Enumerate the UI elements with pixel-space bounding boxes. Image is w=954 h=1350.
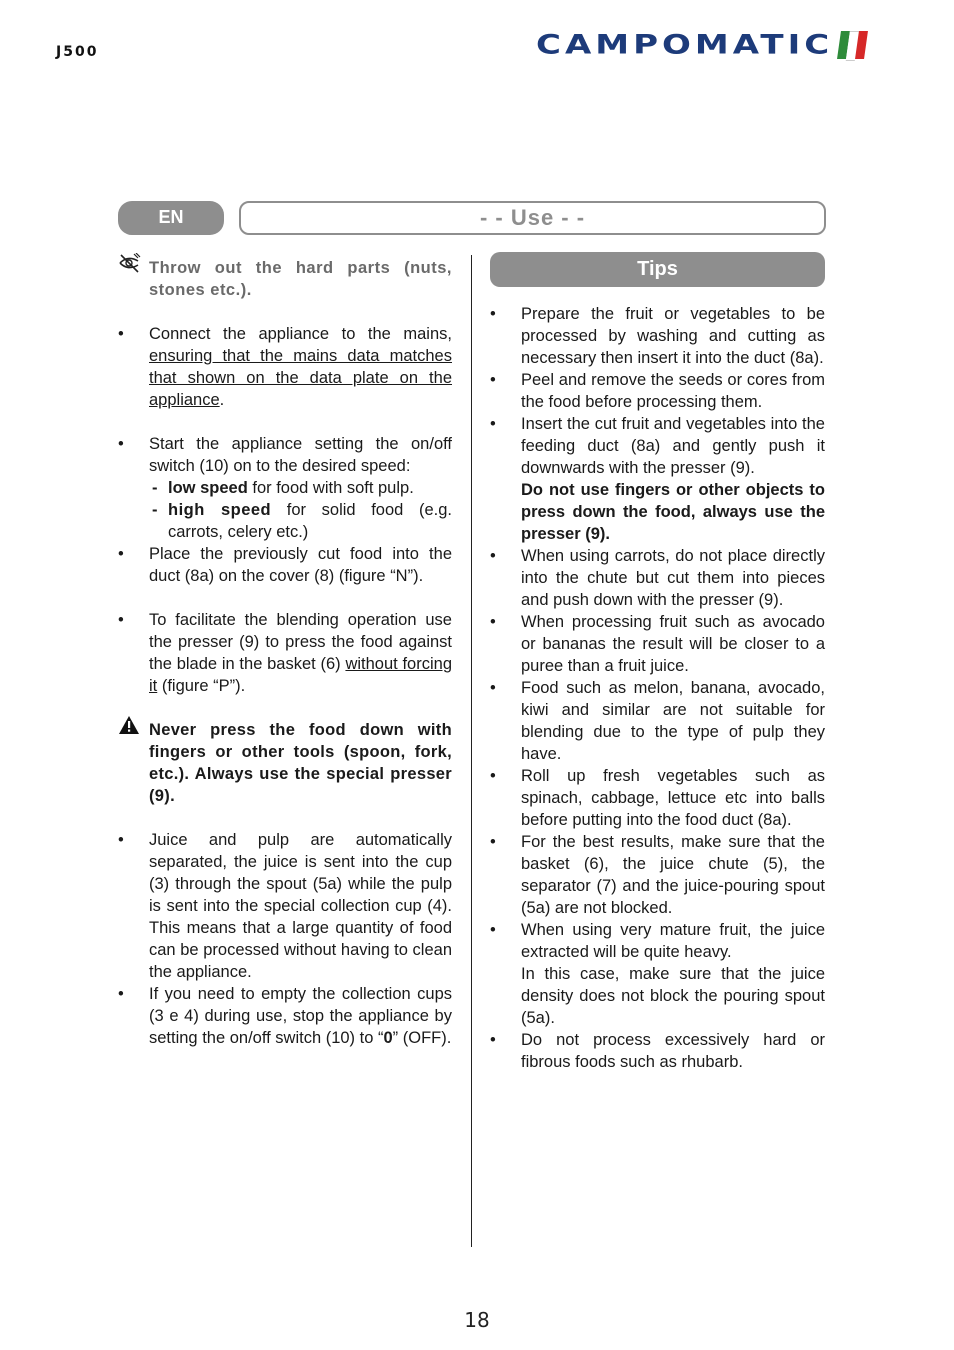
bullet-icon: • xyxy=(490,415,496,433)
bullet-icon: • xyxy=(118,611,124,629)
bullet-icon: • xyxy=(490,921,496,939)
section-title: - - Use - - xyxy=(239,201,826,235)
underlined-text: ensuring that the mains data matches that shown on the data plate on the appliance xyxy=(149,347,452,409)
list-item xyxy=(118,543,452,587)
text: Peel and remove the seeds or cores from the food before processing them. xyxy=(521,371,825,411)
text: for food with soft pulp. xyxy=(247,479,414,497)
text: Start the appliance setting the on/off switch (10) on to the desired speed: xyxy=(149,435,452,475)
list-item xyxy=(118,433,452,477)
warning-icon xyxy=(118,715,140,741)
tip-item xyxy=(490,303,825,369)
bullet-icon: • xyxy=(490,305,496,323)
speed-option-high: - high speed for solid food (e.g. carrots, celery etc.) xyxy=(152,501,452,541)
column-divider xyxy=(471,255,472,1247)
text: When using carrots, do not place directly into the chute but cut them into pieces and push down with the presser (9). xyxy=(521,547,825,609)
text: ” (OFF). xyxy=(392,1029,452,1047)
right-column xyxy=(490,252,825,1073)
tip-item xyxy=(490,831,825,919)
label: high speed xyxy=(168,501,272,519)
tip-item xyxy=(490,413,825,545)
tip-item xyxy=(490,765,825,831)
tip-item xyxy=(490,1029,825,1073)
bullet-icon: • xyxy=(118,831,124,849)
text: When using very mature fruit, the juice extracted will be quite heavy. xyxy=(521,921,825,961)
tip-item xyxy=(490,919,825,1029)
bullet-icon: • xyxy=(118,545,124,563)
bullet-icon: • xyxy=(490,1031,496,1049)
bullet-icon: • xyxy=(490,371,496,389)
warning-item xyxy=(118,719,452,807)
list-item xyxy=(118,323,452,411)
text: To facilitate the blending operation use the presser (9) to press the food against the blade in the basket (6) xyxy=(149,611,452,673)
text: Connect the appliance to the mains, xyxy=(149,325,452,343)
brand-name: CAMPOMATIC xyxy=(536,29,834,61)
brand-logo xyxy=(536,30,866,60)
bullet-icon: • xyxy=(490,767,496,785)
tips-heading: Tips xyxy=(490,252,825,287)
bullet-icon: • xyxy=(490,547,496,565)
underlined-text: without forcing it xyxy=(149,655,453,695)
text: Food such as melon, banana, avocado, kiwi and similar are not suitable for blending due to the type of pulp they have. xyxy=(521,679,825,763)
text: for solid food (e.g. carrots, celery etc.) xyxy=(168,501,452,541)
tip-item xyxy=(490,611,825,677)
model-name: J500 xyxy=(56,44,99,60)
italy-flag-icon xyxy=(837,31,868,59)
tip-item xyxy=(490,677,825,765)
speed-option-low: - low speed for food with soft pulp. xyxy=(152,479,414,497)
list-item xyxy=(118,983,452,1049)
text: (figure “P”). xyxy=(157,677,246,695)
tip-item xyxy=(490,369,825,413)
bullet-icon: • xyxy=(490,613,496,631)
language-badge: EN xyxy=(118,201,224,235)
text: Roll up fresh vegetables such as spinach, cabbage, lettuce etc into balls before putting into the food duct (8a). xyxy=(521,767,825,829)
list-item xyxy=(118,609,452,697)
text: Insert the cut fruit and vegetables into the feeding duct (8a) and gently push it downwards with the presser (9). xyxy=(521,415,825,477)
note-text: Throw out the hard parts (nuts, stones etc.). xyxy=(149,259,452,299)
bold-text: Do not use fingers or other objects to press down the food, always use the presser (9). xyxy=(521,481,825,543)
note-item xyxy=(118,257,452,301)
page-number: 18 xyxy=(464,1308,490,1332)
text: If you need to empty the collection cups (3 e 4) during use, stop the appliance by setting the on/off switch (10) to “ xyxy=(149,985,452,1047)
label: low speed xyxy=(168,479,248,497)
bullet-icon: • xyxy=(490,833,496,851)
eye-note-icon xyxy=(118,253,142,281)
bold-text: 0 xyxy=(383,1029,393,1047)
bullet-icon: • xyxy=(490,679,496,697)
text: For the best results, make sure that the basket (6), the juice chute (5), the separator (7) and the juice-pouring spout (5a) are not blocked. xyxy=(521,833,825,917)
text: When processing fruit such as avocado or bananas the result will be closer to a puree than a fruit juice. xyxy=(521,613,825,675)
bullet-icon: • xyxy=(118,435,124,453)
tip-item xyxy=(490,545,825,611)
text: Juice and pulp are automatically separated, the juice is sent into the cup (3) through the spout (5a) while the pulp is sent into the special collection cup (4). This means that a large quantity of food can be processed without having to clean the appliance. xyxy=(149,831,452,981)
text: Place the previously cut food into the duct (8a) on the cover (8) (figure “N”). xyxy=(149,545,452,585)
left-column xyxy=(118,257,452,1049)
bullet-icon: • xyxy=(118,985,124,1003)
text: . xyxy=(219,391,225,409)
bullet-icon: • xyxy=(118,325,124,343)
list-item xyxy=(118,829,452,983)
text: Prepare the fruit or vegetables to be processed by washing and cutting as necessary then insert it into the duct (8a). xyxy=(521,305,825,367)
warning-text: Never press the food down with fingers or other tools (spoon, fork, etc.). Always use the special presser (9). xyxy=(149,721,452,805)
text: Do not process excessively hard or fibrous foods such as rhubarb. xyxy=(521,1031,825,1071)
text: In this case, make sure that the juice density does not block the pouring spout (5a). xyxy=(521,965,825,1027)
